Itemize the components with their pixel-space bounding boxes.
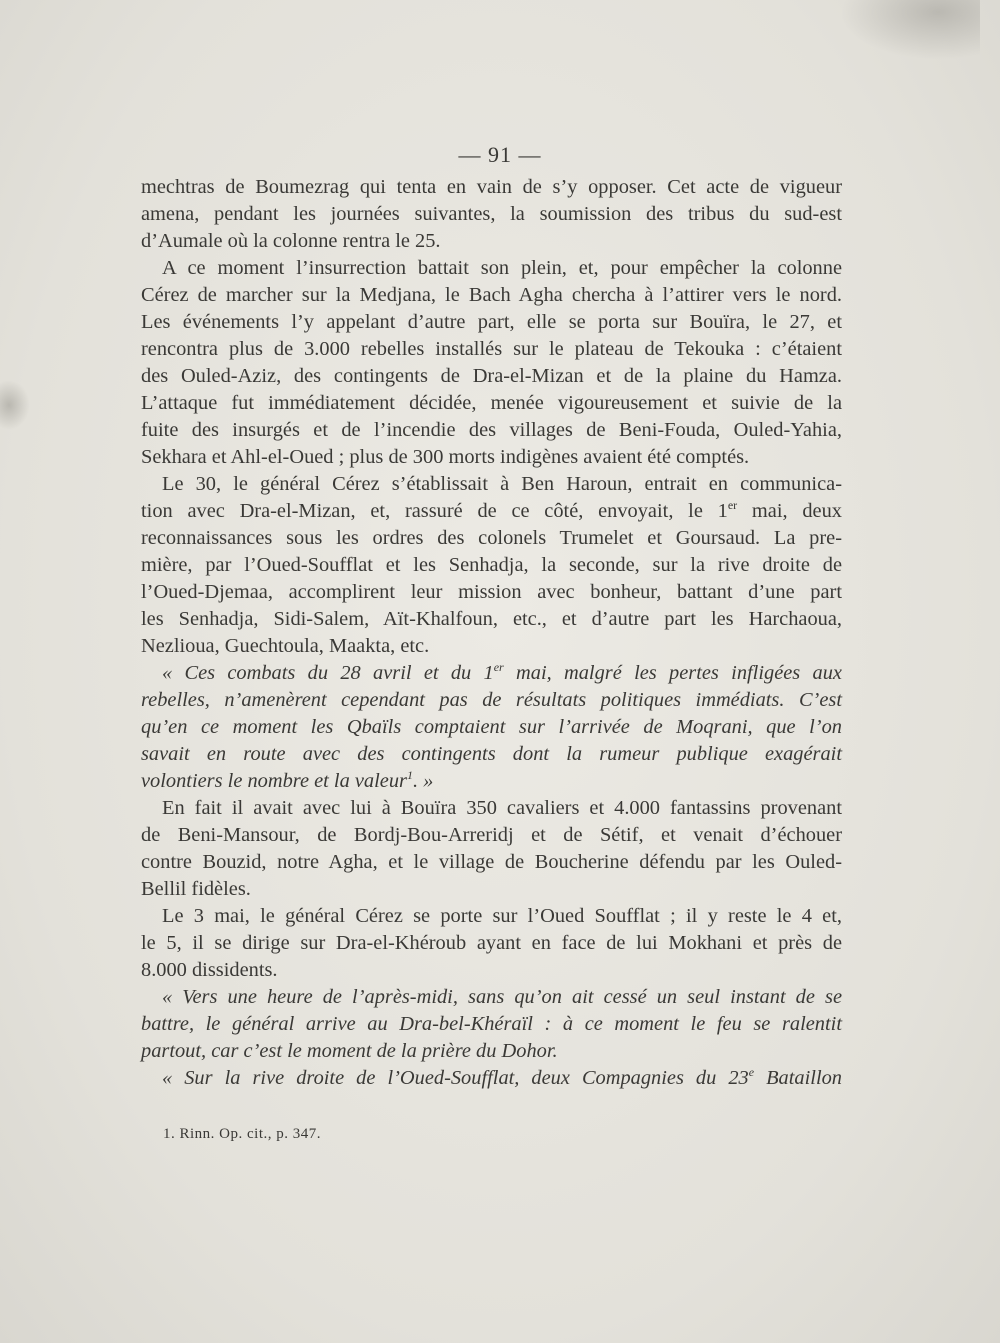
text-line: mechtras de Boumezrag qui tenta en vain de s’y opposer. Cet acte de vigueur (141, 176, 842, 198)
text-line: 8.000 dissidents. (141, 959, 278, 981)
text-line: amena, pendant les journées suivantes, la soumission des tribus du sud-est (141, 203, 842, 225)
text-line: mière, par l’Oued-Soufflat et les Senhadja, la seconde, sur la rive droite de (141, 554, 842, 576)
text-line: L’attaque fut immédiatement décidée, menée vigoureusement et suivie de la (141, 392, 842, 414)
text-line: Les événements l’y appelant d’autre part, elle se porta sur Bouïra, le 27, et (141, 311, 842, 333)
text-line: fuite des insurgés et de l’incendie des villages de Beni-Fouda, Ouled-Yahia, (141, 419, 842, 441)
text-line: des Ouled-Aziz, des contingents de Dra-el-Mizan et de la plaine du Hamza. (141, 365, 842, 387)
text-line: les Senhadja, Sidi-Salem, Aït-Khalfoun, etc., et d’autre part les Harchaoua, (141, 608, 842, 630)
superscript: 1 (406, 768, 413, 782)
superscript: e (748, 1065, 755, 1079)
body-text (141, 174, 842, 1092)
text-line: « Ces combats du 28 avril et du 1er mai, malgré les pertes infligées aux (162, 660, 842, 684)
text-line: qu’en ce moment les Qbaïls comptaient sur l’arrivée de Moqrani, que l’on (141, 716, 842, 738)
footnote: 1. Rinn. Op. cit., p. 347. (163, 1126, 321, 1142)
text-line: Sekhara et Ahl-el-Oued ; plus de 300 morts indigènes avaient été comptés. (141, 446, 750, 468)
text-line: partout, car c’est le moment de la prière du Dohor. (141, 1040, 558, 1062)
superscript: er (493, 660, 504, 674)
text-line: reconnaissances sous les ordres des colonels Trumelet et Goursaud. La pre- (141, 527, 842, 549)
text-line: Le 3 mai, le général Cérez se porte sur l’Oued Soufflat ; il y reste le 4 et, (162, 905, 842, 927)
text-line: Le 30, le général Cérez s’établissait à Ben Haroun, entrait en communica- (162, 473, 842, 495)
text-line: contre Bouzid, notre Agha, et le village de Boucherine défendu par les Ouled- (141, 851, 842, 873)
text-line: tion avec Dra-el-Mizan, et, rassuré de ce côté, envoyait, le 1er mai, deux (141, 498, 842, 522)
text-line: savait en route avec des contingents dont la rumeur publique exagérait (141, 743, 842, 765)
text-line: l’Oued-Djemaa, accomplirent leur mission avec bonheur, battant d’une part (141, 581, 842, 603)
text-line: battre, le général arrive au Dra-bel-Khéraïl : à ce moment le feu se ralentit (141, 1013, 842, 1035)
text-line: rebelles, n’amenèrent cependant pas de résultats politiques immédiats. C’est (141, 689, 842, 711)
text-line: Bellil fidèles. (141, 878, 251, 900)
text-line: Cérez de marcher sur la Medjana, le Bach Agha chercha à l’attirer vers le nord. (141, 284, 842, 306)
page-number: — 91 — (458, 142, 542, 167)
text-line: le 5, il se dirige sur Dra-el-Khéroub ayant en face de lui Mokhani et près de (141, 932, 842, 954)
text-line: rencontra plus de 3.000 rebelles installés sur le plateau de Tekouka : c’étaient (141, 338, 842, 360)
paper-stain (840, 0, 980, 60)
text-line: Nezlioua, Guechtoula, Maakta, etc. (141, 635, 430, 657)
paper-stain (0, 380, 30, 430)
text-line: « Vers une heure de l’après-midi, sans qu’on ait cessé un seul instant de se (162, 986, 842, 1008)
text-line: En fait il avait avec lui à Bouïra 350 cavaliers et 4.000 fantassins provenant (162, 797, 842, 819)
text-line: d’Aumale où la colonne rentra le 25. (141, 230, 441, 252)
text-line: de Beni-Mansour, de Bordj-Bou-Arreridj et de Sétif, et venait d’échouer (141, 824, 842, 846)
text-line: « Sur la rive droite de l’Oued-Soufflat, deux Compagnies du 23e Bataillon (162, 1065, 843, 1089)
superscript: er (727, 498, 738, 512)
text-line: volontiers le nombre et la valeur$^1$. » (141, 768, 434, 792)
text-line: A ce moment l’insurrection battait son plein, et, pour empêcher la colonne (162, 257, 842, 279)
